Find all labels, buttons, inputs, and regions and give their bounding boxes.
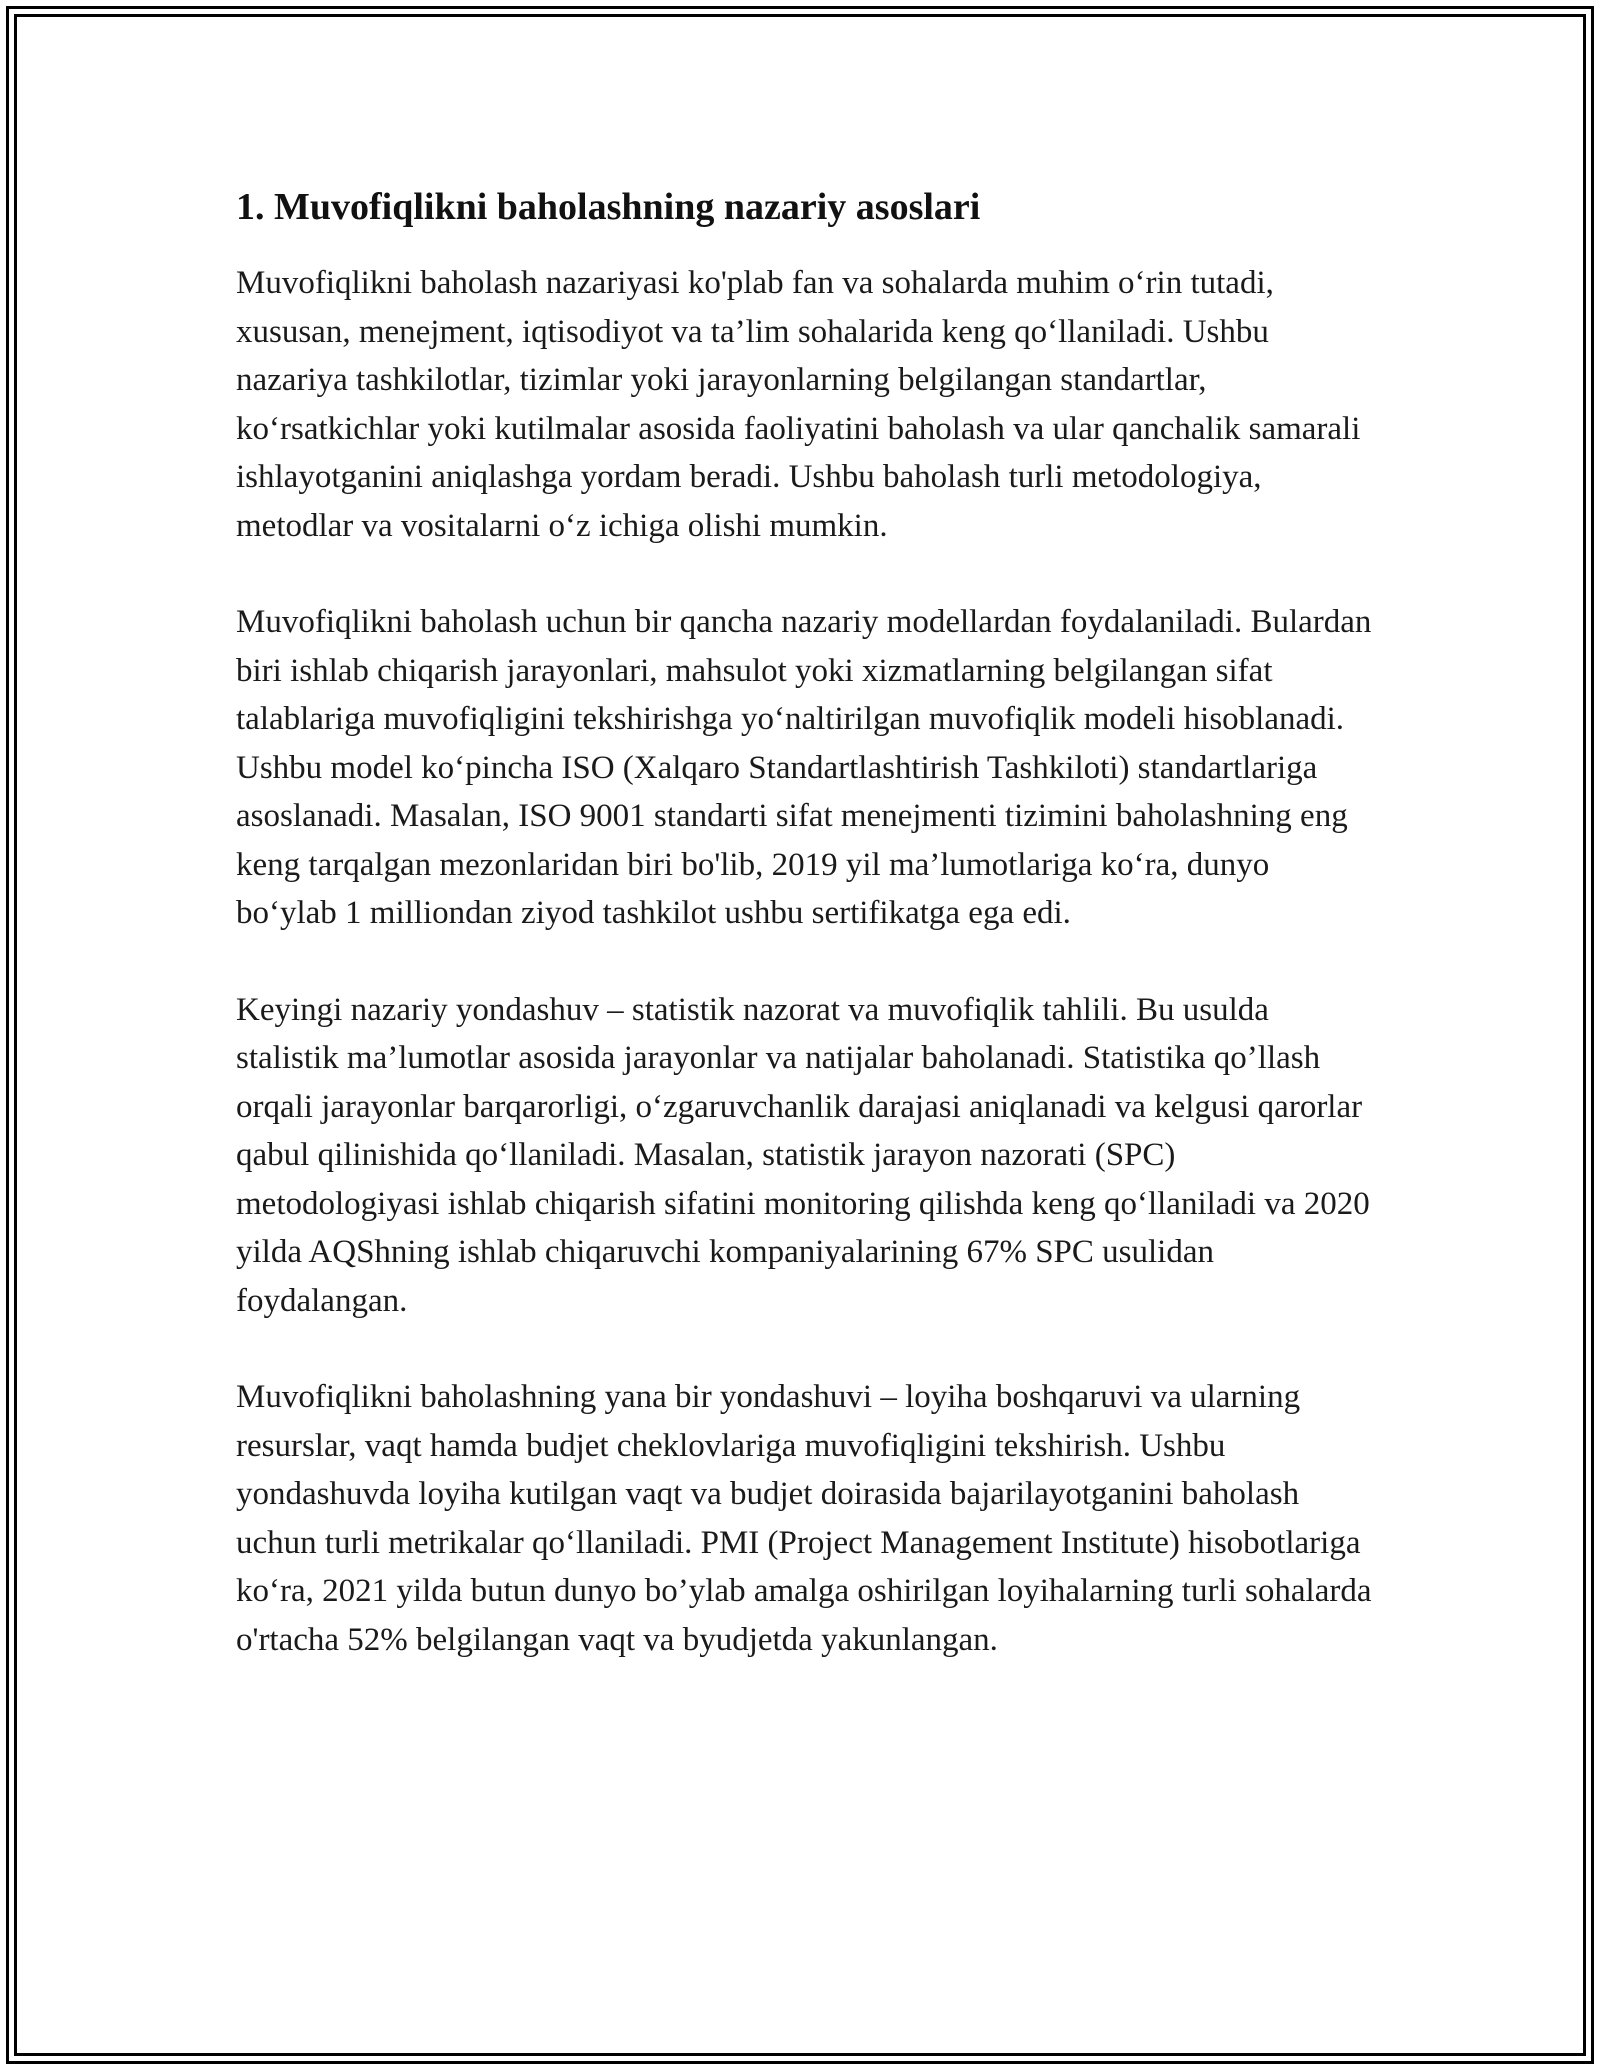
paragraph-2: Muvofiqlikni baholash uchun bir qancha nazariy modellardan foydalaniladi. Bulardan biri ishlab chiqarish jarayonlari, mahsulot yoki xizmatlarning belgilangan sifat talablariga muvofiqligini tekshirishga yo‘naltirilgan muvofiqlik modeli hisoblanadi. Ushbu model ko‘pincha ISO (Xalqaro Standartlashtirish Tashkiloti) standartlariga asoslanadi. Masalan, ISO 9001 standarti sifat menejmenti tizimini baholashning eng keng tarqalgan mezonlaridan biri bo'lib, 2019 yil ma’lumotlariga ko‘ra, dunyo bo‘ylab 1 milliondan ziyod tashkilot ushbu sertifikatga ega edi. <box>236 604 1372 931</box>
paragraph-4: Muvofiqlikni baholashning yana bir yondashuvi – loyiha boshqaruvi va ularning resurslar, vaqt hamda budjet cheklovlariga muvofiqligini tekshirish. Ushbu yondashuvda loyiha kutilgan vaqt va budjet doirasida bajarilayotganini baholash uchun turli metrikalar qo‘llaniladi. PMI (Project Management Institute) hisobotlariga ko‘ra, 2021 yilda butun dunyo bo’ylab amalga oshirilgan loyihalarning turli sohalarda o'rtacha 52% belgilangan vaqt va byudjetda yakunlangan. <box>236 1379 1372 1658</box>
document-body <box>236 185 1376 1712</box>
section-heading: 1. Muvofiqlikni baholashning nazariy asoslari <box>236 186 981 228</box>
paragraph-3: Keyingi nazariy yondashuv – statistik nazorat va muvofiqlik tahlili. Bu usulda stalistik ma’lumotlar asosida jarayonlar va natijalar baholanadi. Statistika qo’llash orqali jarayonlar barqarorligi, o‘zgaruvchanlik darajasi aniqlanadi va kelgusi qarorlar qabul qilinishida qo‘llaniladi. Masalan, statistik jarayon nazorati (SPC) metodologiyasi ishlab chiqarish sifatini monitoring qilishda keng qo‘llaniladi va 2020 yilda AQShning ishlab chiqaruvchi kompaniyalarining 67% SPC usulidan foydalangan. <box>236 991 1370 1319</box>
paragraph-1: Muvofiqlikni baholash nazariyasi ko'plab fan va sohalarda muhim o‘rin tutadi, xususan, menejment, iqtisodiyot va ta’lim sohalarida keng qo‘llaniladi. Ushbu nazariya tashkilotlar, tizimlar yoki jarayonlarning belgilangan standartlar, ko‘rsatkichlar yoki kutilmalar asosida faoliyatini baholash va ular qanchalik samarali ishlayotganini aniqlashga yordam beradi. Ushbu baholash turli metodologiya, metodlar va vositalarni o‘z ichiga olishi mumkin. <box>236 265 1361 544</box>
